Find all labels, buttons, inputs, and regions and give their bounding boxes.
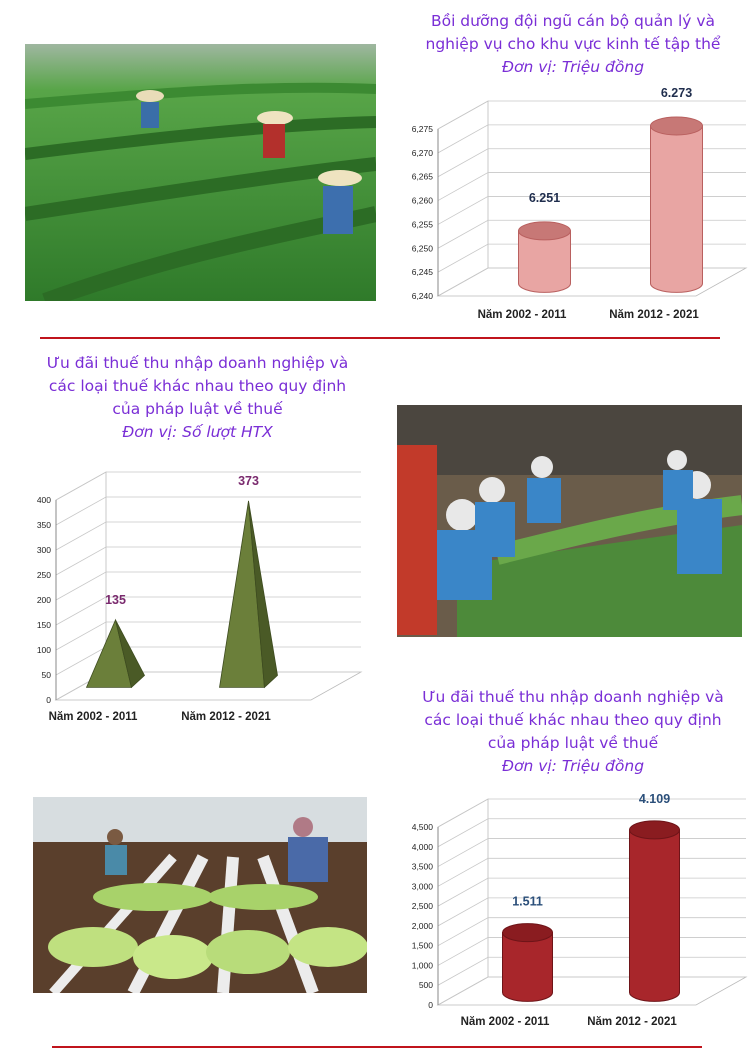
- photo-hydroponic-greenhouse-art: [33, 797, 367, 993]
- chart3-title-line-3: của pháp luật về thuế: [487, 734, 659, 752]
- data-label: 373: [238, 473, 259, 488]
- chart2-pyramid-chart: [28, 462, 373, 728]
- y-tick-label: 0: [46, 695, 51, 705]
- y-tick-label: 4,500: [411, 822, 433, 832]
- y-tick-label: 2,500: [411, 901, 433, 912]
- category-label: Năm 2002 - 2011: [460, 1016, 550, 1028]
- chart3-cylinder-chart: [400, 785, 745, 1035]
- chart1-title-line-2: nghiệp vụ cho khu vực kinh tế tập thể: [425, 35, 721, 53]
- photo-farmers-field: [25, 44, 376, 301]
- photo-hydroponic-greenhouse: [33, 797, 367, 993]
- chart1-unit: Đơn vị: Triệu đồng: [501, 58, 645, 76]
- y-tick-label: 3,000: [411, 881, 433, 892]
- chart2-title-line-1: Ưu đãi thuế thu nhập doanh nghiệp và: [46, 354, 349, 372]
- y-tick-label: 6,270: [411, 147, 433, 158]
- y-tick-label: 6,255: [411, 219, 433, 230]
- y-tick-label: 2,000: [411, 920, 433, 931]
- y-tick-label: 400: [36, 495, 51, 505]
- y-tick-label: 6,265: [411, 171, 433, 182]
- bar-body: [630, 830, 680, 1002]
- category-label: Năm 2002 - 2011: [48, 711, 138, 723]
- chart3-unit: Đơn vị: Triệu đồng: [501, 757, 645, 775]
- data-label: 135: [105, 592, 126, 607]
- side-wall: [438, 101, 488, 296]
- photo-vegetable-sorting-art: [397, 405, 742, 637]
- bar-top: [519, 222, 571, 240]
- chart3-title-line-2: các loại thuế khác nhau theo quy định: [424, 711, 722, 729]
- y-tick-label: 6,275: [411, 124, 433, 134]
- bar-top: [630, 821, 680, 839]
- y-tick-label: 200: [36, 595, 51, 605]
- y-tick-label: 300: [36, 545, 51, 555]
- y-tick-label: 50: [41, 670, 51, 680]
- chart1-cylinder-chart: [400, 86, 745, 326]
- chart1-title: [400, 10, 746, 79]
- y-tick-label: 6,245: [411, 267, 433, 278]
- y-tick-label: 6,240: [411, 291, 433, 301]
- category-label: Năm 2012 - 2021: [587, 1016, 677, 1028]
- divider-2: [52, 1046, 702, 1048]
- data-label: 6.251: [528, 190, 561, 205]
- y-tick-label: 350: [36, 520, 51, 530]
- bar-top: [503, 924, 553, 942]
- chart2-title: [25, 352, 370, 444]
- divider-1: [40, 337, 720, 339]
- y-tick-label: 4,000: [411, 841, 433, 852]
- chart2-title-line-3: của pháp luật về thuế: [112, 400, 283, 418]
- data-label: 6.273: [660, 85, 693, 100]
- y-tick-label: 6,250: [411, 243, 433, 254]
- photo-farmers-field-art: [25, 44, 376, 301]
- y-tick-label: 500: [418, 980, 433, 991]
- chart2-unit: Đơn vị: Số lượt HTX: [122, 423, 273, 441]
- category-label: Năm 2012 - 2021: [609, 309, 699, 321]
- chart3-title: [400, 686, 746, 778]
- y-tick-label: 6,260: [411, 195, 433, 206]
- y-tick-label: 1,000: [411, 960, 433, 971]
- chart3-title-line-1: Ưu đãi thuế thu nhập doanh nghiệp và: [422, 688, 724, 706]
- category-label: Năm 2002 - 2011: [477, 309, 567, 321]
- y-tick-label: 250: [36, 570, 51, 580]
- data-label: 1.511: [512, 894, 543, 909]
- photo-vegetable-sorting: [397, 405, 742, 637]
- y-tick-label: 0: [428, 1000, 433, 1010]
- y-tick-label: 100: [36, 645, 51, 655]
- y-tick-label: 150: [36, 620, 51, 630]
- category-label: Năm 2012 - 2021: [181, 711, 271, 723]
- y-tick-label: 3,500: [411, 861, 433, 872]
- bar-top: [651, 117, 703, 135]
- chart1-title-line-1: Bồi dưỡng đội ngũ cán bộ quản lý và: [430, 12, 716, 30]
- chart2-title-line-2: các loại thuế khác nhau theo quy định: [48, 377, 347, 395]
- bar-body: [651, 126, 703, 292]
- bar-body: [503, 933, 553, 1002]
- y-tick-label: 1,500: [411, 940, 433, 951]
- floor: [438, 977, 746, 1005]
- data-label: 4.109: [638, 791, 671, 806]
